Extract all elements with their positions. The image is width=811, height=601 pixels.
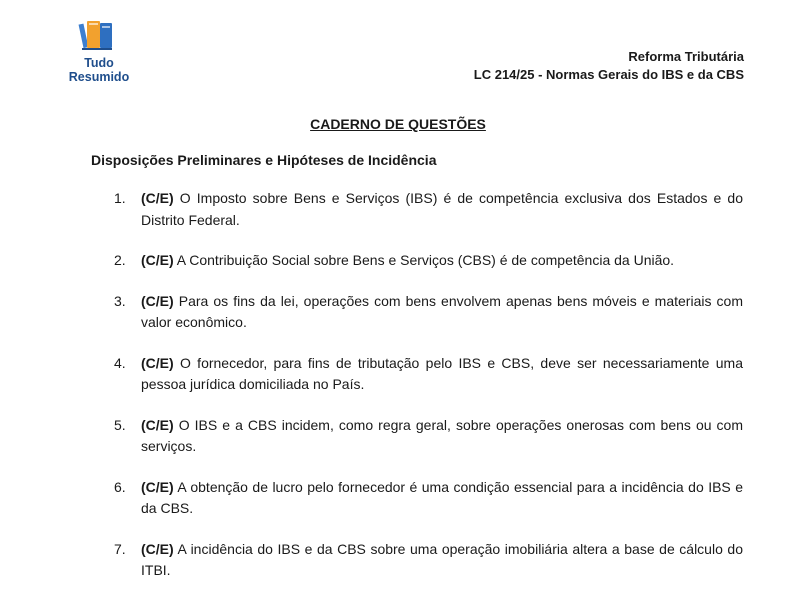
question-tag: (C/E) <box>141 190 174 206</box>
document-header <box>474 48 744 84</box>
question-item <box>91 291 743 334</box>
header-line-1: Reforma Tributária <box>628 49 744 64</box>
question-tag: (C/E) <box>141 416 174 433</box>
question-tag: (C/E) <box>141 478 174 495</box>
question-tag: (C/E) <box>141 252 174 268</box>
question-tag: (C/E) <box>141 292 174 309</box>
question-number: 1. <box>114 190 126 206</box>
question-text: O fornecedor, para fins de tributação pelo IBS e CBS, deve ser necessariamente uma pessoa jurídica domiciliada no País. <box>141 354 743 392</box>
question-text: A obtenção de lucro pelo fornecedor é uma condição essencial para a incidência do IBS e da CBS. <box>141 478 743 516</box>
logo <box>64 18 134 88</box>
question-number: 4. <box>114 354 126 371</box>
question-text: Para os fins da lei, operações com bens envolvem apenas bens móveis e materiais com valor econômico. <box>141 292 743 330</box>
header-line-2: LC 214/25 - Normas Gerais do IBS e da CBS <box>473 67 744 82</box>
question-item <box>91 415 743 458</box>
question-item <box>91 539 743 582</box>
question-item <box>91 250 743 272</box>
question-number: 2. <box>114 252 126 268</box>
section-heading: Disposições Preliminares e Hipóteses de Incidência <box>91 152 437 168</box>
question-number: 6. <box>114 478 126 495</box>
page-title: CADERNO DE QUESTÕES <box>310 116 486 132</box>
question-number: 7. <box>114 540 126 557</box>
question-text: A incidência do IBS e da CBS sobre uma operação imobiliária altera a base de cálculo do ITBI. <box>141 540 743 578</box>
logo-line-1: Tudo <box>84 56 114 70</box>
question-item <box>91 477 743 520</box>
logo-line-2: Resumido <box>68 70 130 84</box>
question-item <box>91 353 743 396</box>
question-list <box>91 188 743 601</box>
question-item <box>91 188 743 231</box>
books-pencil-icon <box>78 18 118 52</box>
question-number: 5. <box>114 416 126 433</box>
question-number: 3. <box>114 292 126 309</box>
question-text: A Contribuição Social sobre Bens e Serviços (CBS) é de competência da União. <box>173 252 675 268</box>
question-text: O IBS e a CBS incidem, como regra geral, sobre operações onerosas com bens ou com serviços. <box>141 416 743 454</box>
question-tag: (C/E) <box>141 354 174 371</box>
question-tag: (C/E) <box>141 540 174 557</box>
question-text: O Imposto sobre Bens e Serviços (IBS) é de competência exclusiva dos Estados e do Distrito Federal. <box>141 190 743 228</box>
